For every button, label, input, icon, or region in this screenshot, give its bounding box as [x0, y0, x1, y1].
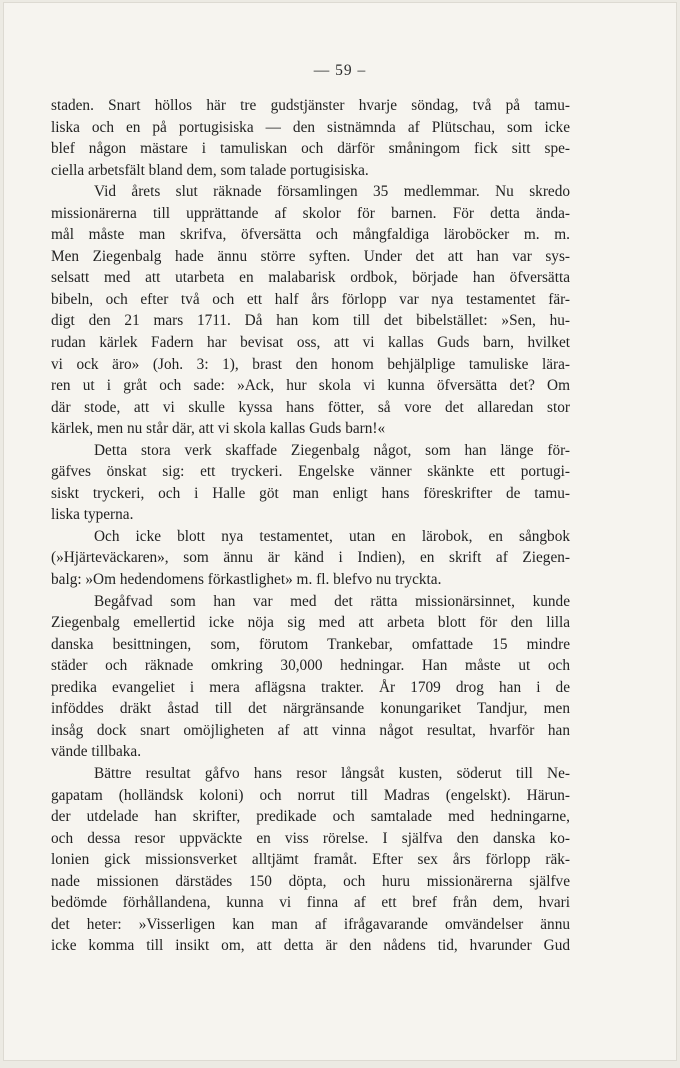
text-line: balg: »Om hedendomens förkastlighet» m. fl. blefvo nu tryckta.: [51, 571, 442, 589]
body-text: [51, 95, 570, 957]
text-line: der utdelade han skrifter, predikade och samtalade med hedningarne,: [51, 808, 570, 826]
text-line: och dessa resor uppväckte en viss rörelse. I själfva den danska ko-: [51, 829, 570, 847]
text-line: ren ut i gråt och sade: »Ack, hur skola vi kunna öfversätta det? Om: [51, 377, 570, 395]
text-line: predika evangeliet i mera aflägsna trakter. År 1709 drog han i de: [51, 678, 570, 696]
text-line: nade missionen därstädes 150 döpta, och huru missionärerna själfve: [51, 872, 570, 890]
book-page: [4, 3, 676, 1060]
text-line: missionärerna till upprättande af skolor för barnen. För detta ända-: [51, 204, 570, 222]
text-line: ciella arbetsfält bland dem, som talade portugisiska.: [51, 161, 369, 179]
text-line: lonien gick missionsverket alltjämt framåt. Efter sex års förlopp räk-: [51, 851, 570, 869]
paragraph: [51, 591, 570, 763]
paragraph: [51, 440, 570, 526]
text-line: Begåfvad som han var med det rätta missionärsinnet, kunde: [94, 592, 570, 610]
text-line: digt den 21 mars 1711. Då han kom till det bibelstället: »Sen, hu-: [51, 312, 570, 330]
text-line: Detta stora verk skaffade Ziegenbalg något, som han länge för-: [94, 441, 570, 459]
paragraph: [51, 95, 570, 181]
paragraph: [51, 526, 570, 591]
text-line: siskt tryckeri, och i Halle göt man enligt hans föreskrifter de tamu-: [51, 484, 570, 502]
text-line: Ziegenbalg emellertid icke nöja sig med att arbeta blott för den lilla: [51, 614, 570, 632]
text-line: kärlek, men nu står där, att vi skola kallas Guds barn!«: [51, 420, 386, 438]
text-line: staden. Snart höllos här tre gudstjänster hvarje söndag, två på tamu-: [51, 97, 570, 114]
text-line: liska och en på portugisiska — den sistnämnda af Plütschau, som icke: [51, 118, 570, 136]
text-line: blef någon mästare i tamuliskan och därför småningom fick sitt spe-: [51, 140, 570, 158]
text-line: danska besittningen, som, förutom Trankebar, omfattade 15 mindre: [51, 635, 570, 653]
text-line: städer och räknade omkring 30,000 hedningar. Han måste ut och: [51, 657, 570, 675]
text-line: gapatam (holländsk koloni) och norrut till Madras (engelskt). Härun-: [51, 786, 570, 804]
text-line: bedömde förhållandena, kunna vi finna af ett bref från dem, hvari: [51, 894, 570, 912]
text-line: Men Ziegenbalg hade ännu större syften. Under det att han var sys-: [51, 247, 570, 265]
text-line: vände tillbaka.: [51, 743, 142, 761]
text-line: insåg dock snart omöjligheten af att vinna något resultat, hvarför han: [51, 721, 570, 739]
text-line: gäfves önskat sig: ett tryckeri. Engelske vänner skänkte ett portugi-: [51, 463, 570, 481]
text-line: inföddes dräkt åstad till det närgränsande konungariket Tandjur, men: [51, 700, 570, 718]
text-line: liska typerna.: [51, 506, 134, 524]
text-line: icke komma till insikt om, att detta är den nådens tid, hvarunder Gud: [51, 937, 570, 955]
page-number: — 59 –: [313, 62, 367, 79]
text-line: Vid årets slut räknade församlingen 35 medlemmar. Nu skredo: [94, 183, 570, 201]
text-line: mål måste man skrifva, öfversätta och mångfaldiga läroböcker m. m.: [51, 226, 570, 244]
text-line: rudan kärlek Fadern har bevisat oss, att vi kallas Guds barn, hvilket: [51, 334, 570, 352]
text-line: Och icke blott nya testamentet, utan en lärobok, en sångbok: [94, 527, 570, 545]
text-line: Bättre resultat gåfvo hans resor långsåt kusten, söderut till Ne-: [94, 764, 570, 782]
paragraph: [51, 763, 570, 957]
text-line: selsatt med att utarbeta en malabarisk ordbok, började han öfversätta: [51, 269, 570, 287]
text-line: bibeln, och efter två och ett half års förlopp var nya testamentet fär-: [51, 290, 570, 308]
text-line: det heter: »Visserligen kan man af ifrågavarande omvändelser ännu: [51, 915, 570, 933]
text-line: där stode, att vi skulle kyssa hans fötter, så vore det allaredan stor: [51, 398, 570, 416]
text-line: vi ock äro» (Joh. 3: 1), brast den honom behjälplige tamuliske lära-: [51, 355, 570, 373]
paragraph: [51, 181, 570, 440]
text-line: (»Hjärteväckaren», som ännu är känd i Indien), en skrift af Ziegen-: [51, 549, 570, 567]
